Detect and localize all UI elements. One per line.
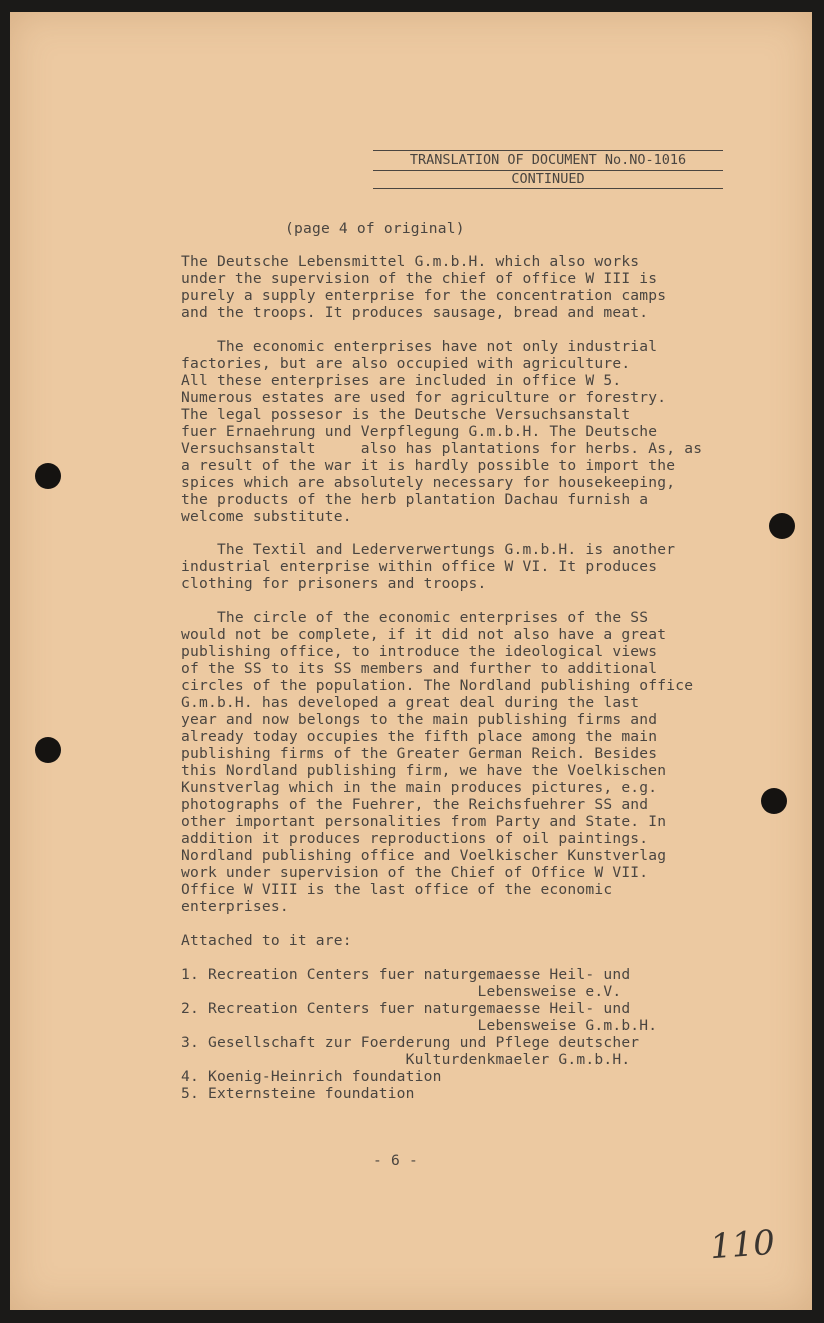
punch-hole	[761, 788, 787, 814]
page-number: - 6 -	[373, 1152, 418, 1169]
page-note: (page 4 of original)	[285, 220, 465, 237]
list-item: 1. Recreation Centers fuer naturgemaesse Heil- und Lebensweise e.V.	[181, 966, 631, 1000]
header-subtitle: CONTINUED	[373, 171, 723, 189]
list-item: 5. Externsteine foundation	[181, 1085, 415, 1102]
handwritten-number: 110	[708, 1222, 777, 1268]
punch-hole	[769, 513, 795, 539]
paragraph: The Textil and Lederverwertungs G.m.b.H. is another industrial enterprise within office W VI. It produces clothing for prisoners and troops.	[181, 541, 676, 592]
paragraph: The Deutsche Lebensmittel G.m.b.H. which also works under the supervision of the chief of office W III is purely a supply enterprise for the concentration camps and the troops. It produces sausage, bread and meat.	[181, 253, 667, 321]
list-item: 4. Koenig-Heinrich foundation	[181, 1068, 442, 1085]
header-title: TRANSLATION OF DOCUMENT No.NO-1016	[373, 150, 723, 171]
punch-hole	[35, 463, 61, 489]
paragraph: The economic enterprises have not only industrial factories, but are also occupied with agriculture. All these enterprises are included in office W 5. Numerous estates are used for agriculture or forestry. The legal possesor is the Deutsche Versuchsanstalt fuer Ernaehrung und Verpflegung G.m.b.H. The Deutsche Versuchsanstalt also has plantations for herbs. As, as a result of the war it is hardly possible to import the spices which are absolutely necessary for housekeeping, the products of the herb plantation Dachau furnish a welcome substitute.	[181, 338, 703, 525]
list-item: 2. Recreation Centers fuer naturgemaesse Heil- und Lebensweise G.m.b.H.	[181, 1000, 658, 1034]
punch-hole	[35, 737, 61, 763]
paragraph: The circle of the economic enterprises of the SS would not be complete, if it did not also have a great publishing office, to introduce the ideological views of the SS to its SS members and further to additional circles of the population. The Nordland publishing office G.m.b.H. has developed a great deal during the last year and now belongs to the main publishing firms and already today occupies the fifth place among the main publishing firms of the Greater German Reich. Besides this Nordland publishing firm, we have the Voelkischen Kunstverlag which in the main produces pictures, e.g. photographs of the Fuehrer, the Reichsfuehrer SS and other important personalities from Party and State. In addition it produces reproductions of oil paintings. Nordland publishing office and Voelkischer Kunstverlag work under supervision of the Chief of Office W VII. Office W VIII is the last office of the economic enterprises.	[181, 609, 694, 915]
attached-list	[181, 966, 657, 1102]
attached-label: Attached to it are:	[181, 932, 352, 949]
list-item: 3. Gesellschaft zur Foerderung und Pflege deutscher Kulturdenkmaeler G.m.b.H.	[181, 1034, 640, 1068]
document-header	[373, 150, 723, 189]
